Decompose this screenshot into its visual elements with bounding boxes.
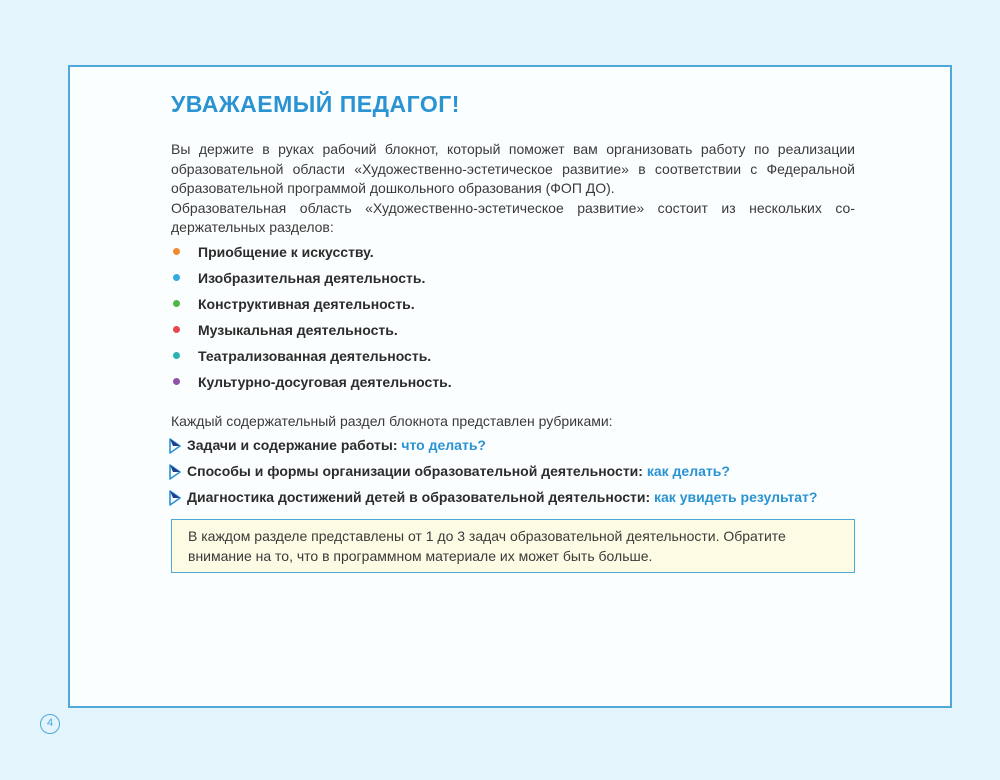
bullet-dot-icon — [173, 274, 180, 281]
rubric-question: что делать? — [401, 437, 486, 453]
sections-list — [171, 242, 811, 398]
triangle-arrow-icon — [169, 490, 181, 506]
rubric-label: Диагностика достижений детей в образовательной деятельности: — [187, 489, 651, 505]
rubric-label: Задачи и содержание работы: — [187, 437, 398, 453]
section-label: Приобщение к искусству. — [198, 244, 374, 260]
page-title: УВАЖАЕМЫЙ ПЕДАГОГ! — [171, 91, 460, 117]
list-item — [171, 320, 811, 346]
rubric-item — [169, 486, 889, 512]
bullet-dot-icon — [173, 352, 180, 359]
list-item — [171, 346, 811, 372]
list-item — [171, 242, 811, 268]
page-number: 4 — [40, 714, 60, 734]
list-item — [171, 372, 811, 398]
rubric-item — [169, 434, 889, 460]
rubric-question: как делать? — [646, 463, 730, 479]
intro-paragraph-1: Вы держите в руках рабочий блокнот, который поможет вам организовать работу по реализации образовательной области «Художественно-эстетическое развитие» в соответствии с Федеральной образовательной программой дошкольного образования (ФОП ДО). — [171, 141, 855, 196]
rubric-item — [169, 460, 889, 486]
list-item — [171, 294, 811, 320]
intro-text — [171, 140, 855, 238]
bullet-dot-icon — [173, 378, 180, 385]
rubrics-intro: Каждый содержательный раздел блокнота представлен рубриками: — [171, 413, 613, 429]
rubrics-list — [169, 434, 889, 512]
section-label: Культурно-досуговая деятельность. — [198, 374, 452, 390]
section-label: Изобразительная деятельность. — [198, 270, 426, 286]
bullet-dot-icon — [173, 300, 180, 307]
content-frame — [68, 65, 952, 708]
bullet-dot-icon — [173, 326, 180, 333]
note-box: В каждом разделе представлены от 1 до 3 задач образовательной деятельности. Обратите внимание на то, что в программном материале их может быть больше. — [171, 519, 855, 573]
triangle-arrow-icon — [169, 438, 181, 454]
list-item — [171, 268, 811, 294]
intro-paragraph-2: Образовательная область «Художественно-эстетическое развитие» состоит из нескольких содержательных разделов: — [171, 199, 855, 235]
triangle-arrow-icon — [169, 464, 181, 480]
section-label: Музыкальная деятельность. — [198, 322, 398, 338]
rubric-question: как увидеть результат? — [654, 489, 818, 505]
section-label: Конструктивная деятельность. — [198, 296, 415, 312]
section-label: Театрализованная деятельность. — [198, 348, 432, 364]
bullet-dot-icon — [173, 248, 180, 255]
rubric-label: Способы и формы организации образовательной деятельности: — [187, 463, 643, 479]
